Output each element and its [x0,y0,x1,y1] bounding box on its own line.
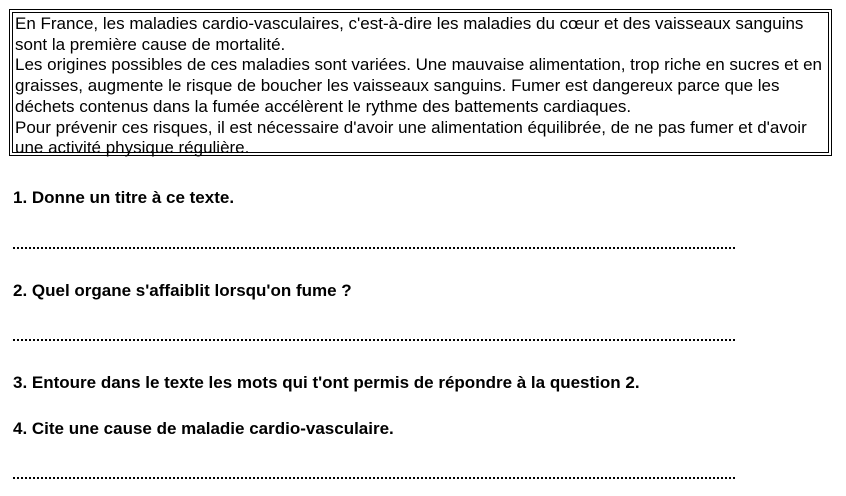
question-2: 2. Quel organe s'affaiblit lorsqu'on fume ? [13,281,352,300]
passage-paragraph-3: Pour prévenir ces risques, il est nécessaire d'avoir une alimentation équilibrée, de ne pas fumer et d'avoir une activité physique régulière. [15,117,807,158]
answer-line-2[interactable] [13,339,735,341]
passage-paragraph-1: En France, les maladies cardio-vasculaires, c'est-à-dire les maladies du cœur et des vaisseaux sanguins sont la première cause de mortalité. [15,14,804,54]
answer-line-4[interactable] [13,477,735,479]
question-1: 1. Donne un titre à ce texte. [13,188,235,207]
question-3: 3. Entoure dans le texte les mots qui t'ont permis de répondre à la question 2. [13,373,640,392]
reading-passage-box [9,9,832,156]
reading-passage [12,12,829,158]
answer-line-1[interactable] [13,247,735,249]
question-4: 4. Cite une cause de maladie cardio-vasculaire. [13,419,394,438]
passage-paragraph-2: Les origines possibles de ces maladies sont variées. Une mauvaise alimentation, trop riche en sucres et en graisses, augmente le risque de boucher les vaisseaux sanguins. Fumer est dangereux parce que les déchets contenus dans la fumée accélèrent le rythme des battements cardiaques. [15,55,822,116]
